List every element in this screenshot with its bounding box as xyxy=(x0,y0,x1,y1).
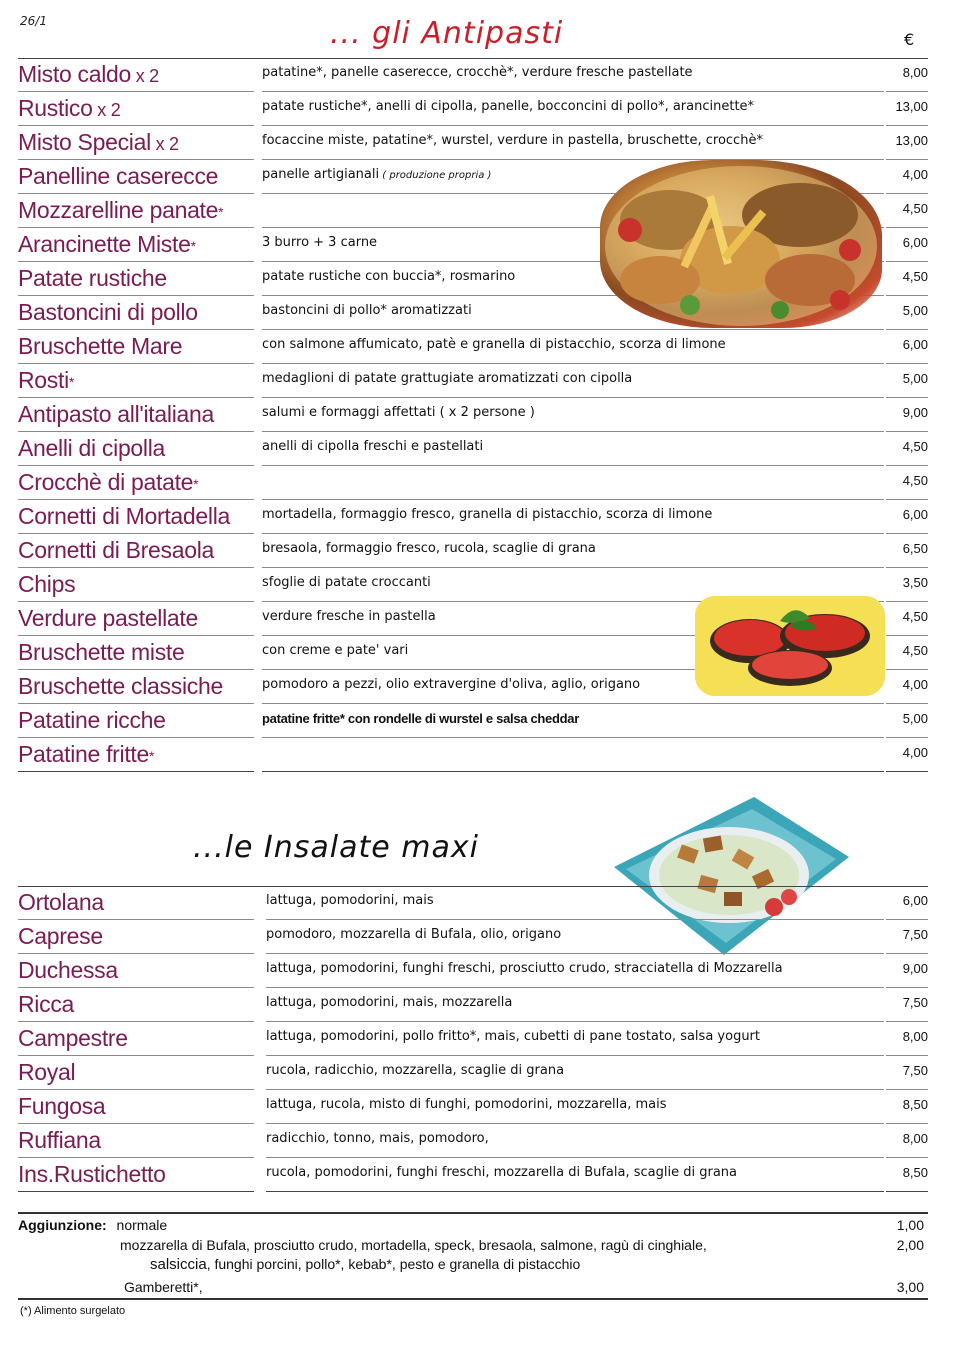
salad-item-row xyxy=(18,1090,928,1124)
item-name xyxy=(18,670,254,704)
item-price: 4,50 xyxy=(886,602,928,636)
addition-normal-price: 1,00 xyxy=(896,1217,924,1233)
salad-name: Ins.Rustichetto xyxy=(18,1158,254,1192)
item-name-text: Crocchè di patate xyxy=(18,469,194,495)
frozen-star: * xyxy=(190,238,196,254)
salad-description: lattuga, rucola, misto di funghi, pomodorini, mozzarella, mais xyxy=(266,1090,884,1124)
menu-item-row xyxy=(18,58,928,92)
item-name-text: Misto caldo xyxy=(18,61,132,87)
item-name-text: Verdure pastellate xyxy=(18,605,199,631)
item-name-text: Bruschette Mare xyxy=(18,333,183,359)
salad-description: rucola, pomodorini, funghi freschi, mozzarella di Bufala, scaglie di grana xyxy=(266,1158,884,1192)
item-price: 4,00 xyxy=(886,738,928,772)
addition-premium-lead: salsiccia xyxy=(150,1256,207,1273)
salad-price: 8,00 xyxy=(886,1124,928,1158)
item-description xyxy=(262,330,884,364)
item-name-text: Patatine ricche xyxy=(18,707,166,733)
menu-item-row xyxy=(18,364,928,398)
frozen-star: * xyxy=(193,476,199,492)
item-name xyxy=(18,296,254,330)
menu-item-row xyxy=(18,398,928,432)
salad-description: pomodoro, mozzarella di Bufala, olio, origano xyxy=(266,920,884,954)
item-name xyxy=(18,568,254,602)
item-price: 6,00 xyxy=(886,228,928,262)
item-name xyxy=(18,432,254,466)
salad-name: Ricca xyxy=(18,988,254,1022)
frozen-star: * xyxy=(218,204,224,220)
item-portion: x 2 xyxy=(131,66,159,86)
menu-item-row xyxy=(18,330,928,364)
item-name-text: Bruschette classiche xyxy=(18,673,223,699)
item-description xyxy=(262,58,884,92)
item-name-text: Antipasto all'italiana xyxy=(18,401,214,427)
additions-section xyxy=(18,1212,928,1300)
item-portion: x 2 xyxy=(150,134,179,154)
item-description-text: 3 burro + 3 carne xyxy=(262,235,378,250)
menu-item-row xyxy=(18,738,928,772)
item-price: 6,50 xyxy=(886,534,928,568)
addition-premium-line2 xyxy=(18,1255,928,1274)
item-name-text: Rustico xyxy=(18,95,93,121)
item-name xyxy=(18,160,254,194)
page-number: 26/1 xyxy=(20,14,47,28)
item-name-text: Patate rustiche xyxy=(18,265,167,291)
salad-price: 7,50 xyxy=(886,1056,928,1090)
item-description xyxy=(262,126,884,160)
salad-description: lattuga, pomodorini, mais xyxy=(266,886,884,920)
item-price: 4,00 xyxy=(886,160,928,194)
item-name-text: Bruschette miste xyxy=(18,639,185,665)
item-name xyxy=(18,602,254,636)
item-name xyxy=(18,398,254,432)
item-name xyxy=(18,364,254,398)
item-name xyxy=(18,92,254,126)
item-price: 5,00 xyxy=(886,364,928,398)
item-description-text: sfoglie di patate croccanti xyxy=(262,575,431,590)
salad-price: 7,50 xyxy=(886,920,928,954)
antipasti-title: ... gli Antipasti xyxy=(330,16,564,51)
frozen-star: * xyxy=(149,748,155,764)
addition-row-normal xyxy=(18,1214,928,1236)
salad-name: Ruffiana xyxy=(18,1124,254,1158)
bruschette-photo xyxy=(695,596,885,696)
item-description-text: focaccine miste, patatine*, wurstel, verdure in pastella, bruschette, crocchè* xyxy=(262,133,763,148)
addition-premium-rest: , funghi porcini, pollo*, kebab*, pesto e granella di pistacchio xyxy=(206,1256,581,1272)
item-description-text: patatine*, panelle caserecce, crocchè*, verdure fresche pastellate xyxy=(262,65,693,80)
item-description-text: medaglioni di patate grattugiate aromatizzati con cipolla xyxy=(262,371,633,386)
item-description xyxy=(262,398,884,432)
menu-item-row xyxy=(18,534,928,568)
salad-description: rucola, radicchio, mozzarella, scaglie di grana xyxy=(266,1056,884,1090)
item-description-text: bresaola, formaggio fresco, rucola, scaglie di grana xyxy=(262,541,596,556)
item-price: 5,00 xyxy=(886,296,928,330)
item-price: 4,50 xyxy=(886,262,928,296)
item-name-text: Rosti xyxy=(18,367,69,393)
item-price: 6,00 xyxy=(886,500,928,534)
item-description-text: patate rustiche*, anelli di cipolla, panelle, bocconcini di pollo*, arancinette* xyxy=(262,99,755,114)
item-portion: x 2 xyxy=(92,100,121,120)
item-note: ( produzione propria ) xyxy=(379,170,492,181)
addition-gamberetti-price: 3,00 xyxy=(896,1279,924,1295)
item-price: 4,50 xyxy=(886,466,928,500)
item-name xyxy=(18,194,254,228)
item-description-text: con salmone affumicato, patè e granella di pistacchio, scorza di limone xyxy=(262,337,726,352)
salad-price: 9,00 xyxy=(886,954,928,988)
item-price: 4,50 xyxy=(886,432,928,466)
salad-item-row xyxy=(18,1124,928,1158)
item-name xyxy=(18,126,254,160)
menu-item-row xyxy=(18,466,928,500)
item-description-text: con creme e pate' vari xyxy=(262,643,409,658)
fried-appetizers-photo xyxy=(600,160,882,328)
item-price: 6,00 xyxy=(886,330,928,364)
item-price: 13,00 xyxy=(886,126,928,160)
additions-bottom-rule xyxy=(18,1298,928,1300)
item-name xyxy=(18,534,254,568)
salad-name: Ortolana xyxy=(18,886,254,920)
item-name xyxy=(18,636,254,670)
item-price: 4,50 xyxy=(886,636,928,670)
item-name-text: Cornetti di Bresaola xyxy=(18,537,214,563)
item-description xyxy=(262,364,884,398)
item-name-text: Chips xyxy=(18,571,76,597)
menu-item-row xyxy=(18,432,928,466)
item-name xyxy=(18,58,254,92)
salad-description: lattuga, pomodorini, pollo fritto*, mais, cubetti di pane tostato, salsa yogurt xyxy=(266,1022,884,1056)
salad-item-row xyxy=(18,1056,928,1090)
salad-item-row xyxy=(18,1158,928,1192)
item-name xyxy=(18,500,254,534)
item-description xyxy=(262,738,884,772)
item-name-text: Anelli di cipolla xyxy=(18,435,166,461)
item-name xyxy=(18,704,254,738)
item-name-text: Panelline caserecce xyxy=(18,163,219,189)
salad-item-row xyxy=(18,954,928,988)
item-name xyxy=(18,466,254,500)
item-name-text: Cornetti di Mortadella xyxy=(18,503,231,529)
item-description-text: patatine fritte* con rondelle di wurstel e salsa cheddar xyxy=(262,711,579,726)
item-name xyxy=(18,738,254,772)
item-name-text: Bastoncini di pollo xyxy=(18,299,198,325)
item-description xyxy=(262,704,884,738)
salad-price: 8,50 xyxy=(886,1090,928,1124)
item-description-text: bastoncini di pollo* aromatizzati xyxy=(262,303,472,318)
salad-description: lattuga, pomodorini, mais, mozzarella xyxy=(266,988,884,1022)
addition-gamberetti-label: Gamberetti*, xyxy=(124,1279,203,1295)
item-description xyxy=(262,534,884,568)
item-description-text: anelli di cipolla freschi e pastellati xyxy=(262,439,484,454)
item-price: 13,00 xyxy=(886,92,928,126)
frozen-star: * xyxy=(68,374,75,390)
salad-item-row xyxy=(18,920,928,954)
salad-name: Campestre xyxy=(18,1022,254,1056)
salad-description: radicchio, tonno, mais, pomodoro, xyxy=(266,1124,884,1158)
item-description xyxy=(262,466,884,500)
salad-item-row xyxy=(18,886,928,920)
addition-premium-price: 2,00 xyxy=(896,1237,924,1253)
salad-name: Caprese xyxy=(18,920,254,954)
item-price: 3,50 xyxy=(886,568,928,602)
item-description xyxy=(262,432,884,466)
salad-name: Duchessa xyxy=(18,954,254,988)
menu-item-row xyxy=(18,704,928,738)
salad-item-row xyxy=(18,1022,928,1056)
frozen-footnote: (*) Alimento surgelato xyxy=(20,1305,126,1317)
item-price: 4,50 xyxy=(886,194,928,228)
item-price: 8,00 xyxy=(886,58,928,92)
salad-item-row xyxy=(18,988,928,1022)
item-price: 5,00 xyxy=(886,704,928,738)
addition-normal-label: normale xyxy=(116,1217,168,1233)
salad-price: 6,00 xyxy=(886,886,928,920)
item-description-text: pomodoro a pezzi, olio extravergine d'oliva, aglio, origano xyxy=(262,677,641,692)
item-name xyxy=(18,262,254,296)
item-price: 9,00 xyxy=(886,398,928,432)
menu-item-row xyxy=(18,92,928,126)
item-description-text: verdure fresche in pastella xyxy=(262,609,436,624)
item-description xyxy=(262,500,884,534)
salad-description: lattuga, pomodorini, funghi freschi, prosciutto crudo, stracciatella di Mozzarella xyxy=(266,954,884,988)
salad-price: 8,50 xyxy=(886,1158,928,1192)
addition-row-premium xyxy=(18,1236,928,1276)
item-description-text: panelle artigianali xyxy=(262,167,380,182)
salad-name: Royal xyxy=(18,1056,254,1090)
insalate-title: ...le Insalate maxi xyxy=(193,830,479,865)
currency-symbol: € xyxy=(904,30,915,49)
item-description-text: salumi e formaggi affettati ( x 2 persone ) xyxy=(262,405,535,420)
salad-name: Fungosa xyxy=(18,1090,254,1124)
item-price: 4,00 xyxy=(886,670,928,704)
salad-price: 7,50 xyxy=(886,988,928,1022)
item-name-text: Patatine fritte xyxy=(18,741,150,767)
item-name xyxy=(18,228,254,262)
item-description-text: patate rustiche con buccia*, rosmarino xyxy=(262,269,516,284)
menu-item-row xyxy=(18,500,928,534)
item-name-text: Arancinette Miste xyxy=(18,231,191,257)
addition-premium-line1: mozzarella di Bufala, prosciutto crudo, mortadella, speck, bresaola, salmone, ragù di cinghiale, xyxy=(120,1237,707,1253)
addition-row-gamberetti xyxy=(18,1276,928,1298)
item-description xyxy=(262,92,884,126)
item-name-text: Mozzarelline panate xyxy=(18,197,219,223)
item-description-text: mortadella, formaggio fresco, granella di pistacchio, scorza di limone xyxy=(262,507,713,522)
insalate-list xyxy=(18,886,928,1192)
salad-price: 8,00 xyxy=(886,1022,928,1056)
additions-label: Aggiunzione: xyxy=(18,1217,107,1233)
item-name-text: Misto Special xyxy=(18,129,151,155)
item-name xyxy=(18,330,254,364)
menu-item-row xyxy=(18,126,928,160)
